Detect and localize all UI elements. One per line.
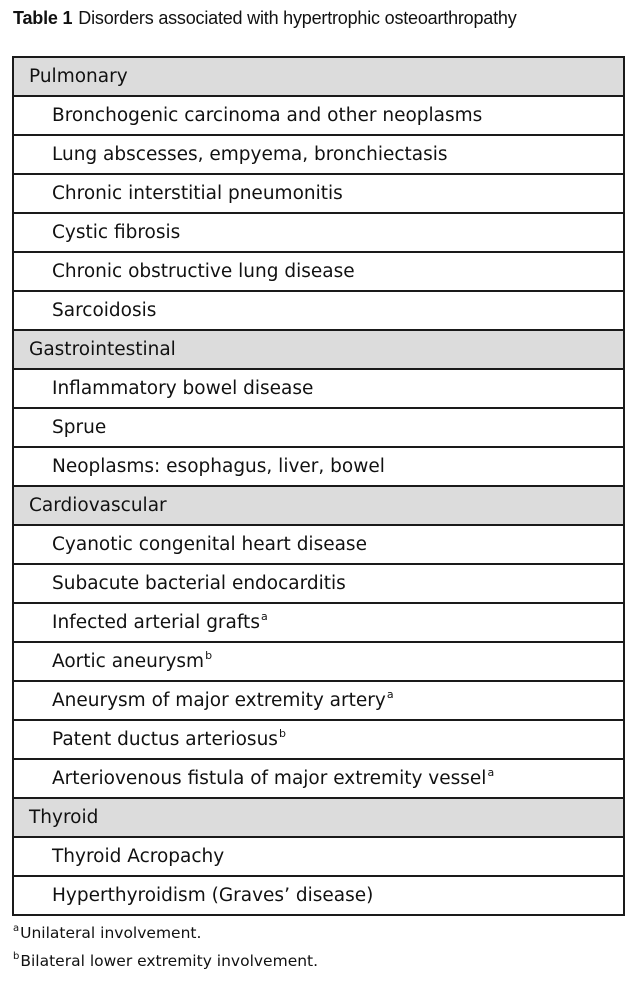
table-title: Disorders associated with hypertrophic osteoarthropathy [78, 8, 517, 28]
table-row: Hyperthyroidism (Graves’ disease) [13, 876, 624, 915]
category-row-pulmonary: Pulmonary [13, 57, 624, 96]
table-caption [13, 8, 517, 29]
footnote-a: $^a$Unilateral involvement. [13, 923, 202, 942]
category-row-thyroid: Thyroid [13, 798, 624, 837]
table-row: Chronic obstructive lung disease [13, 252, 624, 291]
table-row: Sarcoidosis [13, 291, 624, 330]
table-number: Table 1 [13, 8, 73, 28]
table-row: Subacute bacterial endocarditis [13, 564, 624, 603]
table-row: Thyroid Acropachy [13, 837, 624, 876]
table-row: Inflammatory bowel disease [13, 369, 624, 408]
table-row: Arteriovenous fistula of major extremity vessel$^a$ [13, 759, 624, 798]
table-row: Sprue [13, 408, 624, 447]
footnote-b: $^b$Bilateral lower extremity involvement. [13, 951, 319, 970]
table-row: Chronic interstitial pneumonitis [13, 174, 624, 213]
disorders-table [12, 56, 625, 916]
table-row: Cyanotic congenital heart disease [13, 525, 624, 564]
table-row: Cystic fibrosis [13, 213, 624, 252]
table-row: Patent ductus arteriosus$^b$ [13, 720, 624, 759]
table-row: Lung abscesses, empyema, bronchiectasis [13, 135, 624, 174]
table-row: Bronchogenic carcinoma and other neoplasms [13, 96, 624, 135]
table-row: Infected arterial grafts$^a$ [13, 603, 624, 642]
category-row-cardiovascular: Cardiovascular [13, 486, 624, 525]
table-row: Aortic aneurysm$^b$ [13, 642, 624, 681]
table-row: Neoplasms: esophagus, liver, bowel [13, 447, 624, 486]
table-row: Aneurysm of major extremity artery$^a$ [13, 681, 624, 720]
category-row-gastrointestinal: Gastrointestinal [13, 330, 624, 369]
